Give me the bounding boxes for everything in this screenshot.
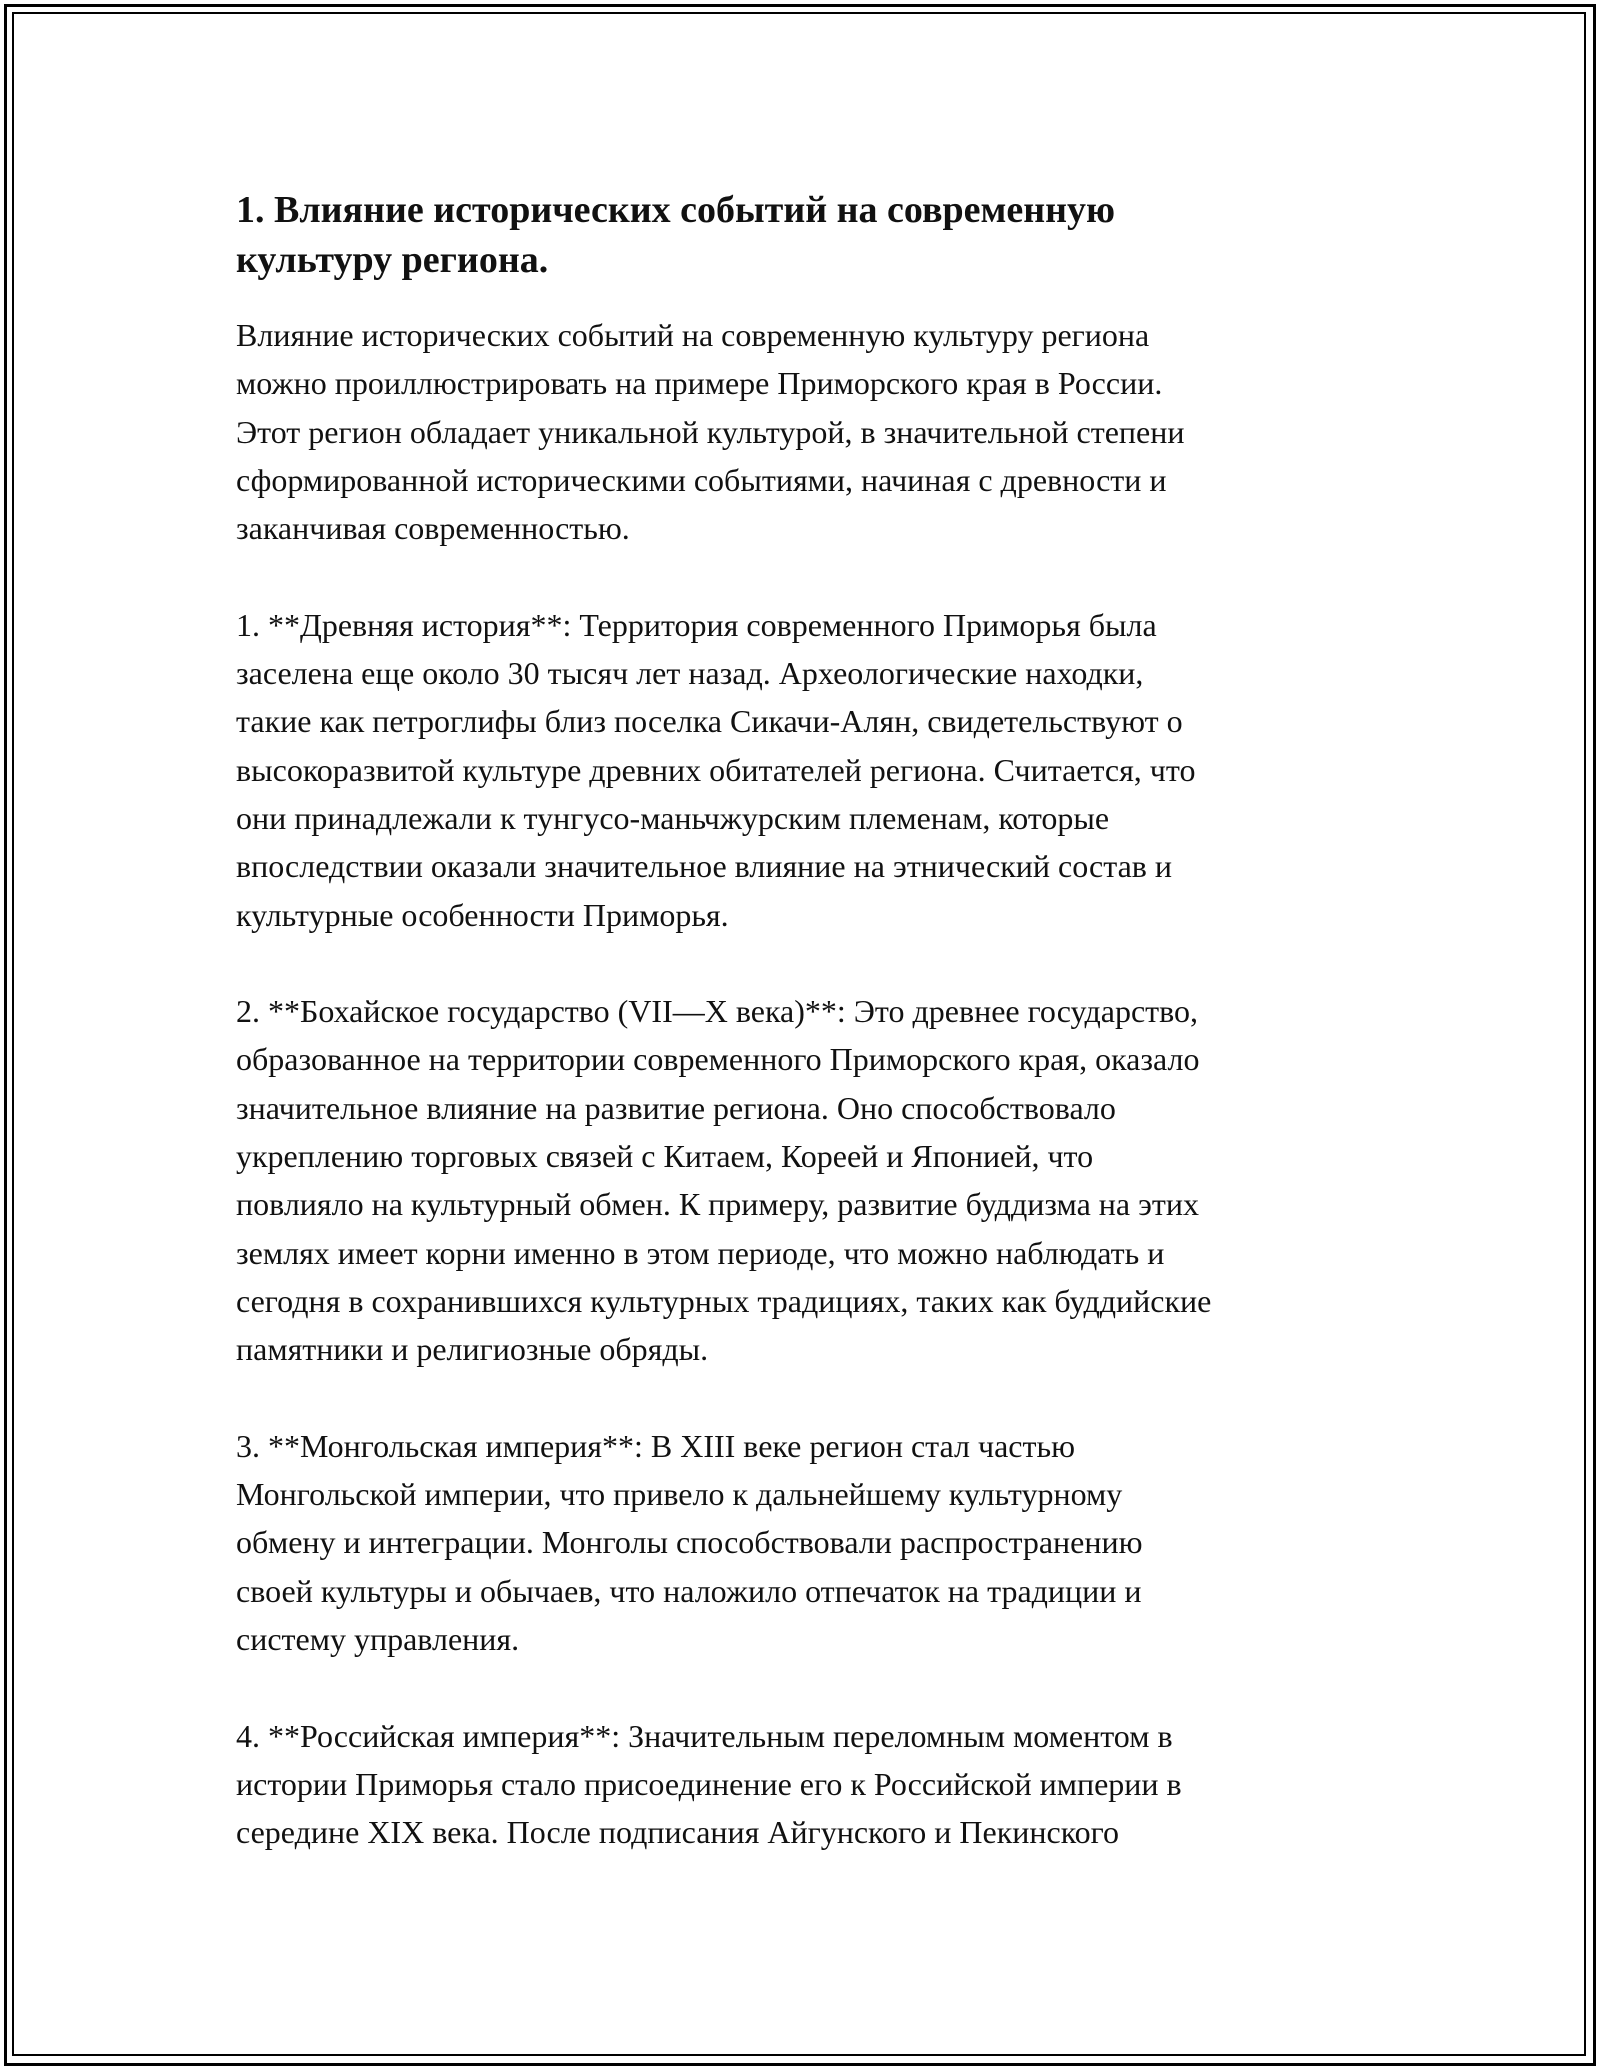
text-line: укреплению торговых связей с Китаем, Кореей и Японией, что bbox=[236, 1138, 1094, 1175]
mongol-empire-paragraph bbox=[236, 1422, 1386, 1663]
document-page bbox=[236, 185, 1386, 1905]
text-line: 4. **Российская империя**: Значительным переломным моментом в bbox=[236, 1717, 1173, 1754]
russian-empire-paragraph bbox=[236, 1712, 1386, 1857]
text-line: систему управления. bbox=[236, 1621, 520, 1658]
text-line: Влияние исторических событий на современную культуру региона bbox=[236, 317, 1150, 353]
document-heading bbox=[236, 185, 1386, 285]
text-line: образованное на территории современного Приморского края, оказало bbox=[236, 1041, 1200, 1078]
text-line: значительное влияние на развитие региона. Оно способствовало bbox=[236, 1089, 1116, 1126]
intro-paragraph bbox=[236, 311, 1386, 552]
text-line: заселена еще около 30 тысяч лет назад. Археологические находки, bbox=[236, 655, 1144, 692]
text-line: 1. **Древняя история**: Территория современного Приморья была bbox=[236, 606, 1157, 643]
text-line: своей культуры и обычаев, что наложило отпечаток на традиции и bbox=[236, 1572, 1142, 1609]
text-line: обмену и интеграции. Монголы способствовали распространению bbox=[236, 1524, 1143, 1561]
text-line: истории Приморья стало присоединение его к Российской империи в bbox=[236, 1765, 1182, 1802]
text-line: памятники и религиозные обряды. bbox=[236, 1331, 709, 1368]
text-line: можно проиллюстрировать на примере Приморского края в России. bbox=[236, 365, 1163, 402]
heading-line: культуру региона. bbox=[236, 239, 549, 281]
text-line: сформированной историческими событиями, начиная с древности и bbox=[236, 461, 1167, 498]
text-line: заканчивая современностью. bbox=[236, 510, 630, 547]
text-line: сегодня в сохранившихся культурных традициях, таких как буддийские bbox=[236, 1282, 1212, 1319]
text-line: культурные особенности Приморья. bbox=[236, 896, 729, 933]
ancient-history-paragraph bbox=[236, 601, 1386, 939]
text-line: Этот регион обладает уникальной культурой, в значительной степени bbox=[236, 413, 1185, 450]
text-line: повлияло на культурный обмен. К примеру, развитие буддизма на этих bbox=[236, 1186, 1199, 1223]
heading-line: 1. Влияние исторических событий на современную bbox=[236, 189, 1116, 231]
text-line: высокоразвитой культуре древних обитателей региона. Считается, что bbox=[236, 751, 1196, 788]
text-line: середине XIX века. После подписания Айгунского и Пекинского bbox=[236, 1814, 1119, 1851]
text-line: землях имеет корни именно в этом периоде, что можно наблюдать и bbox=[236, 1234, 1165, 1271]
text-line: они принадлежали к тунгусо-маньчжурским племенам, которые bbox=[236, 799, 1110, 836]
text-line: впоследствии оказали значительное влияние на этнический состав и bbox=[236, 848, 1173, 885]
text-line: 3. **Монгольская империя**: В XIII веке регион стал частью bbox=[236, 1427, 1075, 1464]
text-line: 2. **Бохайское государство (VII—X века)**: Это древнее государство, bbox=[236, 993, 1199, 1030]
text-line: такие как петроглифы близ поселка Сикачи-Алян, свидетельствуют о bbox=[236, 703, 1183, 740]
bohai-state-paragraph bbox=[236, 987, 1386, 1373]
text-line: Монгольской империи, что привело к дальнейшему культурному bbox=[236, 1476, 1123, 1513]
